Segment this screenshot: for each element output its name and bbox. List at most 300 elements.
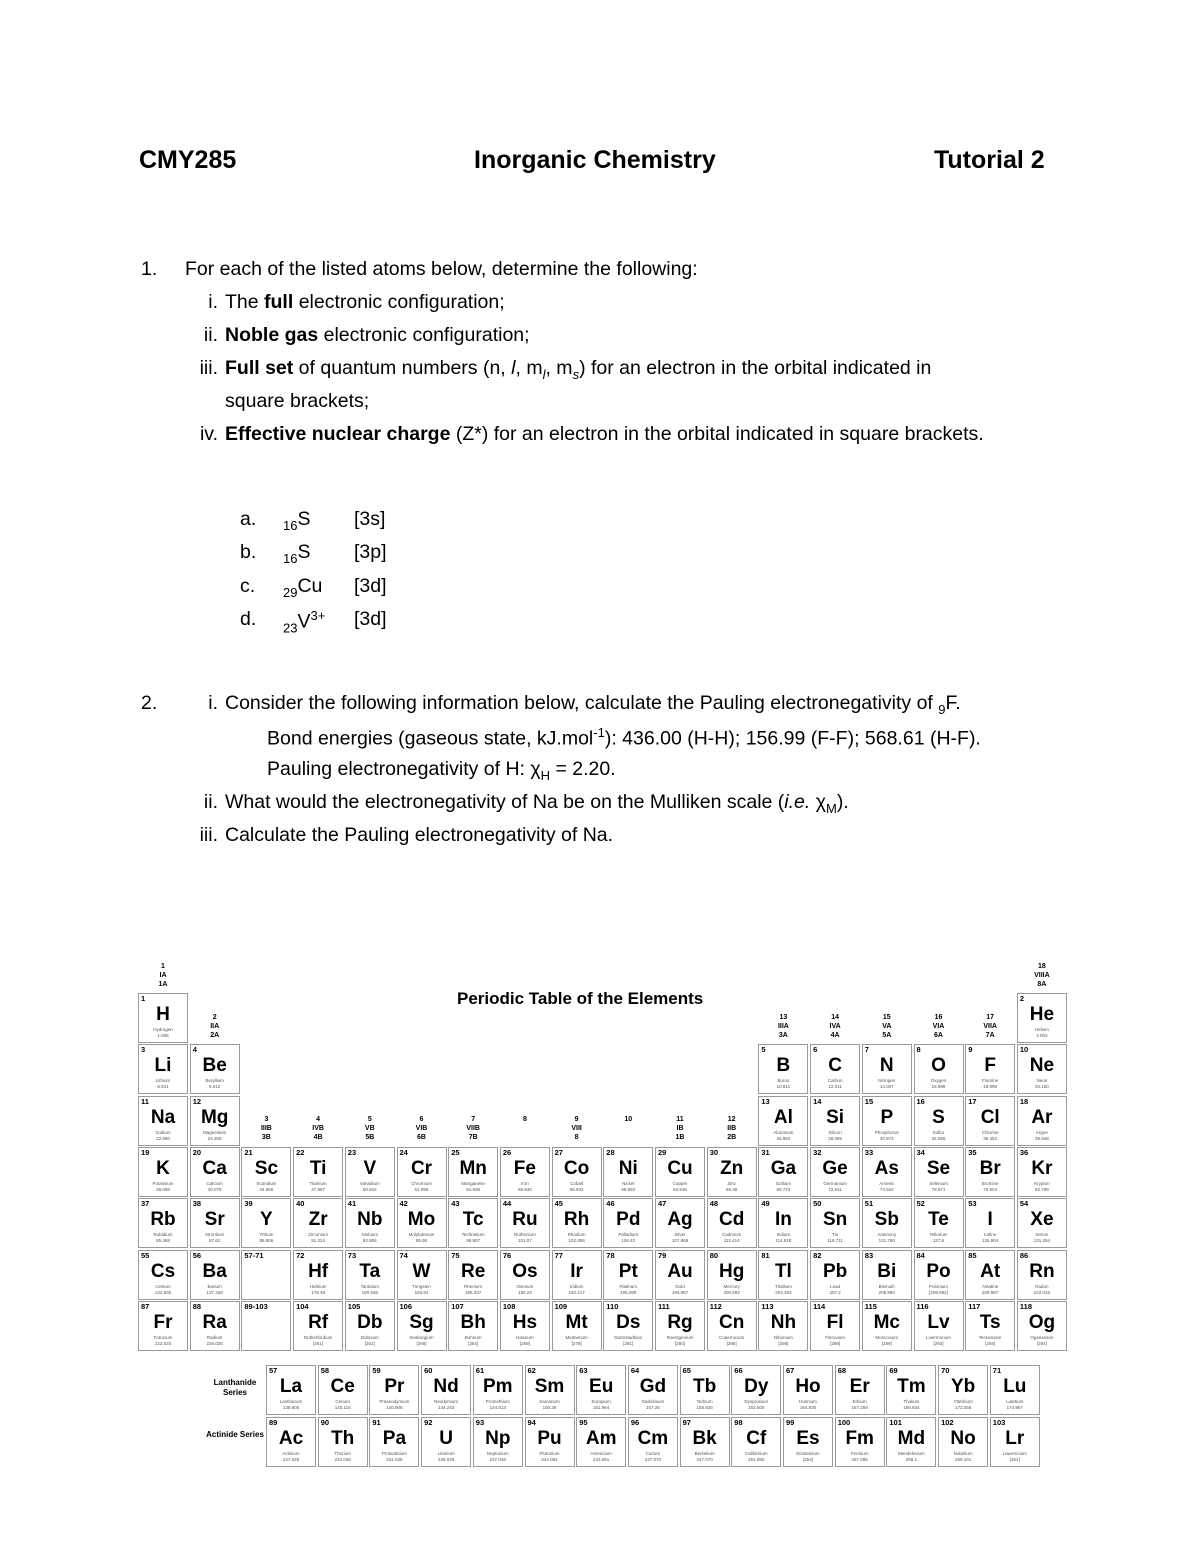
group-label: 9 VIII 8: [571, 1116, 582, 1141]
element-weight: 167.259: [851, 1405, 868, 1410]
element-symbol: Rh: [563, 1209, 590, 1231]
element-weight: 4.003: [1036, 1033, 1048, 1038]
element-number: 97: [682, 1418, 691, 1427]
element-weight: 144.243: [437, 1405, 455, 1410]
element-weight: [294]: [1036, 1340, 1047, 1346]
element-cell-Hs: [500, 1301, 550, 1351]
element-symbol: Pa: [382, 1428, 407, 1449]
element-weight: 192.217: [568, 1289, 585, 1295]
element-name: Astatine: [982, 1283, 999, 1289]
element-symbol: Cr: [410, 1157, 433, 1179]
element-number: 1: [141, 994, 146, 1003]
lanthanide-cell-Eu: [576, 1365, 626, 1415]
element-number: 76: [502, 1250, 512, 1260]
element-weight: 222.018: [1033, 1289, 1051, 1295]
element-number: 31: [761, 1147, 770, 1157]
atom-b: $_{16}$S: [283, 541, 311, 566]
element-cell-B: [758, 1044, 808, 1094]
element-name: Livermorium: [926, 1334, 951, 1340]
element-symbol: Ce: [330, 1376, 355, 1397]
element-symbol: Dy: [744, 1376, 769, 1397]
lanthanide-cell-Yb: [938, 1365, 988, 1415]
element-name: Calcium: [206, 1180, 223, 1186]
element-name: Manganese: [461, 1180, 485, 1186]
element-cell-Cu: [655, 1147, 705, 1197]
element-symbol: Ac: [278, 1428, 304, 1449]
element-number: 91: [372, 1418, 381, 1427]
group-label: 4 IVB 4B: [312, 1116, 324, 1141]
actinide-cell-Am: [576, 1417, 626, 1467]
element-weight: 50.942: [362, 1186, 377, 1192]
element-symbol: Pm: [483, 1376, 513, 1397]
element-symbol: Lr: [1005, 1428, 1025, 1449]
element-number: 59: [372, 1366, 381, 1375]
element-cell-Rf: [293, 1301, 343, 1351]
element-weight: 223.020: [154, 1340, 172, 1346]
element-cell-Fe: [500, 1147, 550, 1197]
lanthanide-cell-Lu: [990, 1365, 1040, 1415]
element-name: Phosphorus: [874, 1129, 899, 1135]
element-symbol: Sn: [822, 1209, 848, 1231]
element-weight: 28.086: [828, 1135, 842, 1141]
element-cell-C: [810, 1044, 860, 1094]
element-weight: 95.95: [415, 1238, 428, 1244]
element-symbol: Nd: [433, 1376, 459, 1397]
element-cell-Te: [914, 1198, 964, 1248]
element-weight: 14.007: [879, 1084, 894, 1090]
element-number: 57-71: [244, 1250, 264, 1260]
element-cell-Lv: [914, 1301, 964, 1351]
element-cell-S: [914, 1096, 964, 1146]
element-number: 69: [889, 1366, 898, 1375]
element-symbol: Kr: [1031, 1157, 1053, 1179]
q1-roman-i: i.: [208, 291, 218, 313]
element-name: Niobium: [361, 1232, 379, 1238]
element-number: 5: [761, 1045, 766, 1055]
element-weight: [262]: [1009, 1457, 1020, 1462]
q2-roman-iii: iii.: [199, 824, 218, 846]
element-number: 16: [916, 1096, 925, 1106]
element-name: Rhenium: [464, 1283, 483, 1289]
element-weight: 151.964: [593, 1405, 610, 1410]
element-weight: 186.207: [465, 1289, 482, 1295]
atom-a: $_{16}$S: [283, 508, 311, 533]
element-cell-Li: [138, 1044, 188, 1094]
element-number: 14: [813, 1096, 822, 1106]
element-name: Gadolinium: [641, 1399, 665, 1404]
element-number: 106: [399, 1301, 413, 1311]
element-weight: 226.025: [206, 1340, 223, 1346]
element-cell-Ts: [965, 1301, 1015, 1351]
group-label: 15 VA 5A: [882, 1014, 892, 1039]
element-symbol: Cs: [150, 1260, 176, 1282]
element-weight: 195.085: [620, 1289, 637, 1295]
group-label: 10: [624, 1116, 633, 1123]
element-symbol: K: [156, 1157, 170, 1179]
element-symbol: As: [874, 1157, 899, 1179]
element-symbol: Os: [512, 1260, 538, 1282]
q2-roman-ii: ii.: [203, 791, 218, 813]
q2-pauling-h: Pauling electronegativity of H: $\chi_H = 2.20$.: [267, 758, 616, 783]
element-name: Krypton: [1034, 1180, 1050, 1186]
element-weight: 24.305: [207, 1135, 222, 1141]
element-number: 81: [761, 1250, 770, 1260]
element-symbol: Ho: [795, 1376, 821, 1397]
element-weight: 69.723: [776, 1186, 791, 1192]
element-name: Strontium: [205, 1232, 225, 1238]
element-number: 51: [864, 1199, 874, 1209]
element-number: 36: [1019, 1147, 1029, 1157]
element-name: Polonium: [929, 1283, 948, 1289]
element-symbol: Hs: [512, 1311, 538, 1333]
element-cell-Zn: [707, 1147, 757, 1197]
actinide-cell-Th: [318, 1417, 368, 1467]
element-number: 63: [579, 1366, 588, 1375]
element-cell-Rn: [1017, 1250, 1067, 1300]
lanthanide-cell-Nd: [421, 1365, 471, 1415]
element-cell-Ag: [655, 1198, 705, 1248]
element-cell-placeholder: [241, 1301, 291, 1351]
element-number: 23: [347, 1147, 357, 1157]
element-symbol: Pb: [822, 1260, 848, 1282]
element-number: 2: [1019, 994, 1025, 1003]
element-weight: 144.913: [489, 1405, 506, 1410]
group-label: 2 IIA 2A: [210, 1014, 220, 1039]
element-weight: [293]: [933, 1340, 944, 1346]
element-number: 47: [658, 1199, 667, 1209]
element-symbol: Hf: [308, 1260, 329, 1282]
element-name: Molybdenum: [408, 1232, 435, 1238]
element-cell-Au: [655, 1250, 705, 1300]
element-cell-Os: [500, 1250, 550, 1300]
element-number: 20: [192, 1147, 202, 1157]
element-name: Copper: [672, 1180, 688, 1186]
actinide-label: Actinide Series: [206, 1430, 264, 1439]
q1-item-iii: Full set of quantum numbers (n, l, $m_l$, $m_s$) for an electron in the orbital indicated in: [225, 357, 932, 382]
element-symbol: Nh: [770, 1311, 797, 1333]
element-number: 77: [554, 1250, 563, 1260]
element-number: 49: [761, 1199, 770, 1209]
element-weight: 98.907: [466, 1238, 481, 1244]
element-name: Titanium: [309, 1180, 327, 1186]
element-weight: 18.998: [983, 1084, 998, 1090]
atom-a-letter: a.: [240, 508, 257, 530]
element-symbol: Md: [897, 1428, 926, 1449]
element-cell-In: [758, 1198, 808, 1248]
q1-roman-iii: iii.: [199, 357, 218, 379]
element-symbol: He: [1029, 1004, 1055, 1025]
element-symbol: Ne: [1029, 1055, 1055, 1077]
element-symbol: U: [439, 1428, 453, 1449]
element-weight: 1.008: [157, 1033, 169, 1038]
element-name: Scandium: [256, 1180, 277, 1186]
element-cell-Hg: [707, 1250, 757, 1300]
element-weight: 39.098: [156, 1186, 170, 1192]
element-cell-Og: [1017, 1301, 1067, 1351]
element-number: 84: [916, 1250, 925, 1260]
element-number: 111: [658, 1301, 670, 1311]
element-number: 28: [606, 1147, 615, 1157]
element-weight: 101.07: [518, 1238, 532, 1244]
element-cell-P: [862, 1096, 912, 1146]
element-cell-Sn: [810, 1198, 860, 1248]
element-weight: 174.967: [1006, 1405, 1023, 1410]
element-number: 41: [347, 1199, 357, 1209]
element-number: 88: [192, 1301, 202, 1311]
element-name: Radium: [206, 1334, 223, 1340]
element-name: Protactinium: [381, 1451, 407, 1456]
element-name: Sodium: [155, 1129, 171, 1135]
element-number: 117: [968, 1301, 981, 1311]
element-cell-At: [965, 1250, 1015, 1300]
course-code: CMY285: [139, 146, 237, 174]
element-name: Neon: [1036, 1078, 1048, 1084]
element-weight: [281]: [623, 1340, 634, 1346]
element-cell-Zr: [293, 1198, 343, 1248]
element-weight: [262]: [364, 1340, 375, 1346]
group-label: 7 VIIB 7B: [466, 1116, 480, 1141]
element-symbol: Cm: [637, 1428, 669, 1449]
element-name: Erbium: [852, 1399, 867, 1404]
element-symbol: Sg: [409, 1311, 434, 1333]
actinide-cell-Es: [783, 1417, 833, 1467]
element-weight: 107.868: [671, 1238, 689, 1244]
element-number: 68: [837, 1366, 847, 1375]
element-number: 79: [658, 1250, 667, 1260]
element-symbol: Te: [928, 1209, 949, 1231]
element-cell-Ni: [603, 1147, 653, 1197]
element-number: 108: [502, 1301, 516, 1311]
lanthanide-cell-Sm: [525, 1365, 575, 1415]
element-cell-Db: [345, 1301, 395, 1351]
element-weight: 232.038: [334, 1457, 351, 1462]
group-label: 13 IIIA 3A: [777, 1014, 789, 1039]
element-weight: 247.070: [644, 1457, 662, 1462]
element-weight: 39.948: [1035, 1135, 1049, 1141]
element-symbol: Zn: [720, 1157, 744, 1179]
element-symbol: Rf: [308, 1311, 329, 1333]
element-name: Ruthenium: [514, 1232, 536, 1238]
element-cell-Mc: [862, 1301, 912, 1351]
element-name: Lithium: [155, 1078, 171, 1084]
group-label: 8: [522, 1116, 527, 1123]
element-name: Fluorine: [982, 1078, 999, 1084]
element-cell-Tl: [758, 1250, 808, 1300]
element-number: 6: [813, 1045, 818, 1055]
atom-a-orbital: [3s]: [354, 508, 386, 530]
element-weight: 200.592: [723, 1289, 740, 1295]
q2-item-iii: Calculate the Pauling electronegativity of Na.: [225, 824, 614, 846]
element-cell-Nb: [345, 1198, 395, 1248]
element-cell-Bh: [448, 1301, 498, 1351]
element-name: Mercury: [723, 1283, 740, 1289]
element-number: 85: [968, 1250, 977, 1260]
element-number: 93: [475, 1418, 485, 1427]
element-weight: 30.974: [879, 1135, 894, 1141]
lanthanide-cell-Tm: [886, 1365, 936, 1415]
q2-item-ii: What would the electronegativity of Na be on the Mulliken scale (i.e. $\chi_M$).: [225, 791, 849, 816]
element-symbol: Li: [154, 1055, 172, 1077]
element-symbol: Mg: [200, 1106, 229, 1128]
q2-number: 2.: [141, 692, 158, 714]
atom-d-orbital: [3d]: [354, 608, 387, 630]
actinide-cell-Cf: [731, 1417, 781, 1467]
element-name: Rhodium: [567, 1232, 586, 1238]
element-cell-Ge: [810, 1147, 860, 1197]
group-label: 16 VIA 6A: [932, 1014, 945, 1039]
element-number: 32: [813, 1147, 822, 1157]
element-symbol: S: [932, 1106, 945, 1128]
element-cell-placeholder: [241, 1250, 291, 1300]
lanthanide-cell-Ce: [318, 1365, 368, 1415]
element-name: Iron: [521, 1180, 529, 1186]
element-number: 112: [709, 1301, 722, 1311]
element-cell-Si: [810, 1096, 860, 1146]
element-cell-Ta: [345, 1250, 395, 1300]
element-weight: 164.930: [799, 1405, 817, 1410]
element-name: Lead: [830, 1283, 841, 1289]
element-weight: 74.922: [879, 1186, 894, 1192]
element-cell-Xe: [1017, 1198, 1067, 1248]
group-label: 17 VIIA 7A: [983, 1014, 997, 1039]
element-symbol: Al: [773, 1106, 793, 1128]
element-cell-Be: [190, 1044, 240, 1094]
element-symbol: Ta: [359, 1260, 381, 1282]
element-symbol: Gd: [639, 1376, 667, 1397]
element-cell-K: [138, 1147, 188, 1197]
element-cell-Mo: [397, 1198, 447, 1248]
element-weight: 257.095: [851, 1457, 868, 1462]
element-symbol: Fm: [845, 1428, 874, 1449]
element-symbol: Fe: [513, 1157, 536, 1179]
q1-roman-iv: iv.: [199, 423, 218, 445]
element-number: 89: [269, 1418, 278, 1427]
element-number: 71: [992, 1366, 1002, 1375]
element-cell-V: [345, 1147, 395, 1197]
element-cell-Pt: [603, 1250, 653, 1300]
element-weight: 209.987: [982, 1289, 999, 1295]
element-cell-Ca: [190, 1147, 240, 1197]
element-weight: 208.980: [878, 1289, 895, 1295]
element-symbol: B: [776, 1055, 791, 1077]
element-weight: 6.941: [157, 1084, 169, 1090]
element-name: Hafnium: [309, 1283, 327, 1289]
element-cell-Fl: [810, 1301, 860, 1351]
element-number: 83: [864, 1250, 874, 1260]
element-symbol: Ga: [770, 1157, 797, 1179]
element-symbol: Ir: [570, 1260, 583, 1282]
element-name: Dysprosium: [744, 1399, 769, 1404]
element-cell-F: [965, 1044, 1015, 1094]
element-number: 29: [658, 1147, 667, 1157]
element-weight: 137.328: [206, 1289, 223, 1295]
element-number: 4: [192, 1045, 197, 1055]
lanthanide-label: Lanthanide Series: [213, 1378, 257, 1397]
element-number: 87: [141, 1301, 150, 1311]
element-number: 53: [968, 1199, 977, 1209]
element-weight: 158.925: [696, 1405, 713, 1410]
element-name: Americium: [590, 1451, 612, 1456]
element-number: 21: [244, 1147, 253, 1157]
element-weight: 140.908: [386, 1405, 403, 1410]
element-symbol: Th: [331, 1428, 355, 1449]
element-weight: 58.693: [621, 1186, 636, 1192]
element-symbol: Sr: [204, 1209, 225, 1231]
element-cell-N: [862, 1044, 912, 1094]
element-weight: [254]: [802, 1457, 813, 1462]
element-weight: 178.49: [311, 1289, 325, 1295]
element-weight: 47.867: [311, 1186, 325, 1192]
element-name: Zinc: [727, 1180, 736, 1186]
element-name: Darmstadtium: [614, 1334, 643, 1340]
element-number: 96: [630, 1418, 640, 1427]
element-name: Cesium: [155, 1283, 171, 1289]
element-weight: 180.948: [361, 1289, 378, 1295]
element-name: Oxygen: [930, 1078, 947, 1084]
element-symbol: Sb: [874, 1209, 899, 1231]
element-weight: 247.070: [696, 1457, 713, 1462]
element-symbol: Lv: [927, 1311, 950, 1333]
element-cell-Sc: [241, 1147, 291, 1197]
element-name: Bismuth: [878, 1283, 895, 1289]
element-cell-He: [1017, 993, 1067, 1043]
element-weight: 227.028: [282, 1457, 300, 1462]
element-number: 9: [968, 1045, 973, 1055]
element-name: Vanadium: [359, 1180, 380, 1186]
element-number: 15: [864, 1096, 874, 1106]
group-label: 18 VIIIA 8A: [1034, 963, 1050, 988]
element-name: Carbon: [827, 1078, 843, 1084]
element-name: Nihonium: [773, 1334, 793, 1340]
element-number: 98: [734, 1418, 743, 1427]
element-name: Roentgenium: [666, 1334, 694, 1340]
periodic-table-title: Periodic Table of the Elements: [457, 989, 704, 1008]
element-symbol: Sm: [534, 1376, 565, 1397]
element-weight: 132.905: [154, 1289, 172, 1295]
element-name: Thulium: [903, 1399, 920, 1404]
element-number: 22: [296, 1147, 305, 1157]
element-weight: 162.500: [748, 1405, 765, 1410]
lanthanide-cell-La: [266, 1365, 316, 1415]
element-cell-I: [965, 1198, 1015, 1248]
element-symbol: Cn: [719, 1311, 745, 1333]
element-name: Antimony: [877, 1232, 897, 1238]
element-name: Iridium: [569, 1283, 584, 1289]
element-number: 105: [347, 1301, 361, 1311]
element-symbol: Sc: [254, 1157, 279, 1179]
element-name: Uranium: [437, 1451, 455, 1456]
element-number: 19: [141, 1147, 150, 1157]
element-weight: [278]: [571, 1340, 582, 1346]
element-weight: 231.036: [386, 1457, 403, 1462]
element-number: 94: [527, 1418, 536, 1427]
element-weight: 58.933: [569, 1186, 584, 1192]
element-number: 11: [141, 1096, 149, 1106]
group-label: 14 IVA 4A: [829, 1014, 841, 1039]
element-cell-Nh: [758, 1301, 808, 1351]
element-name: Dubnium: [360, 1334, 379, 1340]
element-weight: 35.453: [983, 1135, 998, 1141]
element-cell-Cd: [707, 1198, 757, 1248]
q2-item-i: Consider the following information below, calculate the Pauling electronegativity of $_9$F.: [225, 692, 961, 717]
element-name: Tin: [832, 1232, 839, 1238]
element-name: Hassium: [516, 1334, 534, 1340]
element-symbol: Yb: [950, 1376, 976, 1397]
element-number: 18: [1019, 1096, 1029, 1106]
element-name: Platinum: [619, 1283, 638, 1289]
q2-bond-energies: Bond energies (gaseous state, kJ.mol$^{-1}$): 436.00 (H-H); 156.99 (F-F); 568.61 (H-F).: [267, 725, 981, 750]
element-symbol: Cf: [746, 1428, 767, 1449]
